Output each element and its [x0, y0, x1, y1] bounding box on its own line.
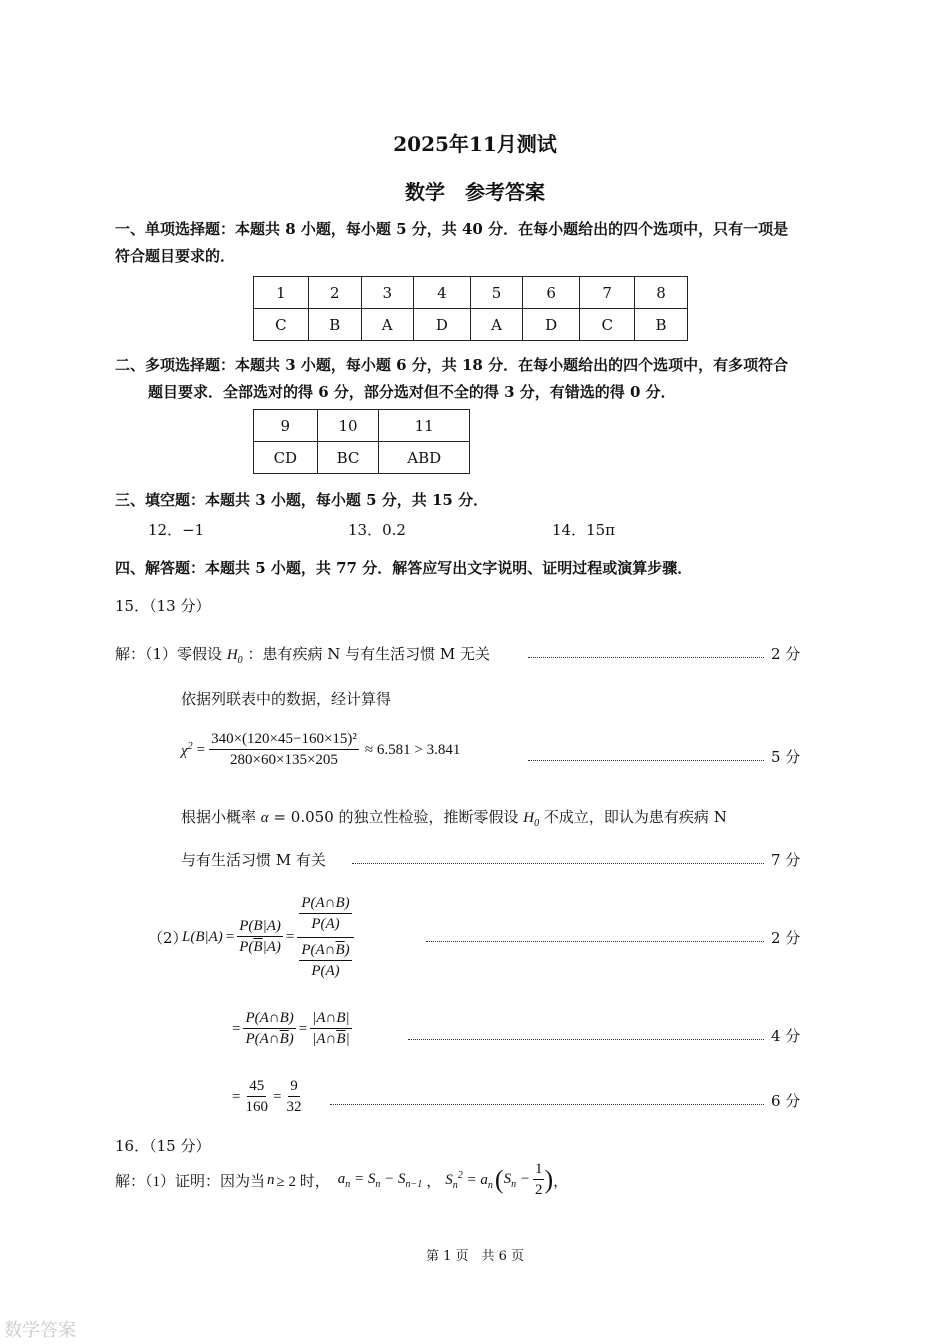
num-45: 45 — [247, 1078, 266, 1097]
likelihood-formula: L(B|A) = $\frac{P(B|A)}{P(\overline{B}|A)}$ = $\frac{\frac{P(A\cap B)}{P(A)}}{\frac{P(A\cap\overline{B})}{P(A)}}$ — [182, 882, 354, 992]
chi-result: ≈ 6.581 > 3.841 — [364, 741, 461, 758]
h0-symbol: $H_0$ — [523, 810, 540, 829]
num-32: 32 — [286, 1099, 302, 1115]
alpha-symbol: α — [260, 810, 269, 826]
chi-fraction — [209, 731, 359, 769]
q16-part1-line: 解：（1）证明：因为当 n ≥ 2 时， $a_n = S_n - S_{n-1}$ ， $S_n^2 = a_n$ ( $S_n$ − $\frac{1}{2}$ ) ， — [115, 1161, 569, 1198]
q15-part2-label: （2） — [148, 929, 188, 947]
l-expr: L(B|A) — [182, 928, 223, 945]
points-label: 4 分 — [771, 1027, 801, 1045]
table-row — [254, 277, 688, 309]
q15-label: 15．（13 分） — [115, 597, 211, 615]
multi-choice-table — [253, 409, 470, 474]
table-cell: 6 — [523, 277, 580, 309]
conclusion-text-b: = 0.050 的独立性检验，推断零假设 — [273, 808, 519, 826]
points-label: 2 分 — [771, 929, 801, 947]
equals-sign: = — [196, 741, 206, 758]
q15-conclusion-cont: 与有生活习惯 M 有关 — [181, 851, 326, 869]
watermark: 数学答案 — [4, 1320, 76, 1341]
chi-symbol: $\chi^2$ — [181, 740, 193, 759]
nested-fraction: $\frac{\frac{P(A\cap B)}{P(A)}}{\frac{P(A\cap\overline{B})}{P(A)}}$ — [297, 895, 353, 980]
table-row — [254, 309, 688, 341]
answer-q13: 13．0.2 — [348, 521, 406, 539]
q16-text-b: ≥ 2 时， — [276, 1173, 330, 1190]
conclusion-text-a: 根据小概率 — [181, 808, 257, 826]
table-cell: 5 — [470, 277, 522, 309]
answer-q14: 14．15π — [552, 521, 616, 539]
dot-leader — [330, 1104, 764, 1105]
table-cell: 11 — [379, 410, 470, 442]
table-row — [254, 410, 470, 442]
q15-prefix: 解：（1）零假设 — [115, 645, 223, 663]
points-label: 6 分 — [771, 1092, 801, 1110]
section1-heading-cont: 符合题目要求的． — [115, 247, 236, 265]
section2-heading-cont: 题目要求．全部选对的得 6 分，部分选对但不全的得 3 分，有错选的得 0 分． — [148, 383, 676, 401]
table-cell: 9 — [254, 410, 318, 442]
dot-leader — [528, 657, 764, 658]
points-label: 7 分 — [771, 851, 801, 869]
single-choice-table — [253, 276, 688, 341]
table-cell: C — [580, 309, 635, 341]
table-cell: BC — [317, 442, 379, 474]
points-label: 2 分 — [771, 645, 801, 663]
table-cell: B — [635, 309, 688, 341]
table-cell: A — [361, 309, 413, 341]
q16-label: 16．（15 分） — [115, 1137, 211, 1155]
table-cell: D — [523, 309, 580, 341]
likelihood-fraction: $\frac{P(B|A)}{P(\overline{B}|A)}$ — [239, 918, 281, 955]
table-cell: ABD — [379, 442, 470, 474]
table-cell: 1 — [254, 277, 309, 309]
chi-denominator: 280×60×135×205 — [230, 752, 338, 768]
page-subtitle: 数学 参考答案 — [405, 180, 545, 204]
section4-heading: 四、解答题：本题共 5 小题，共 77 分．解答应写出文字说明、证明过程或演算步骤． — [115, 559, 693, 577]
table-cell: D — [413, 309, 470, 341]
table-cell: 2 — [308, 277, 361, 309]
section2-heading: 二、多项选择题：本题共 3 小题，每小题 6 分，共 18 分．在每小题给出的四个选项中，有多项符合 — [115, 356, 789, 374]
q16-text-a: 解：（1）证明：因为当 — [115, 1173, 266, 1190]
table-cell: 4 — [413, 277, 470, 309]
q15-calc-intro: 依据列联表中的数据，经计算得 — [181, 690, 392, 708]
table-cell: 3 — [361, 277, 413, 309]
num-9: 9 — [288, 1078, 300, 1097]
section1-heading: 一、单项选择题：本题共 8 小题，每小题 5 分，共 40 分．在每小题给出的四个选项中，只有一项是 — [115, 220, 789, 238]
table-cell: 7 — [580, 277, 635, 309]
page-title: 2025年11月测试 — [393, 132, 557, 156]
table-row — [254, 442, 470, 474]
h0-symbol: $H_0$ — [226, 647, 243, 666]
table-cell: 10 — [317, 410, 379, 442]
table-cell: B — [308, 309, 361, 341]
q15-conclusion-line — [181, 806, 727, 829]
table-cell: A — [470, 309, 522, 341]
dot-leader — [528, 760, 764, 761]
dot-leader — [426, 941, 764, 942]
chi-square-formula — [181, 731, 460, 769]
table-cell: C — [254, 309, 309, 341]
dot-leader — [408, 1039, 764, 1040]
q15-hypothesis: ：患有疾病 N 与有生活习惯 M 无关 — [247, 645, 491, 663]
section3-heading: 三、填空题：本题共 3 小题，每小题 5 分，共 15 分． — [115, 491, 489, 509]
page-footer: 第 1 页 共 6 页 — [425, 1249, 525, 1264]
ratio-formula: = $\frac{P(A\cap B)}{P(A\cap\overline{B})}$ = $\frac{|A\cap B|}{|A\cap\overline{B}|}$ — [232, 1010, 350, 1047]
table-cell: CD — [254, 442, 318, 474]
table-cell: 8 — [635, 277, 688, 309]
points-label: 5 分 — [771, 748, 801, 766]
dot-leader — [352, 863, 764, 864]
num-160: 160 — [245, 1099, 268, 1115]
conclusion-text-c: 不成立，即认为患有疾病 N — [543, 808, 727, 826]
chi-numerator: 340×(120×45−160×15)² — [209, 731, 359, 750]
numeric-result: = $\frac{45}{160}$ = $\frac{9}{32}$ — [232, 1078, 302, 1115]
q15-part1-line — [115, 643, 490, 666]
answer-q12: 12．−1 — [148, 521, 205, 539]
